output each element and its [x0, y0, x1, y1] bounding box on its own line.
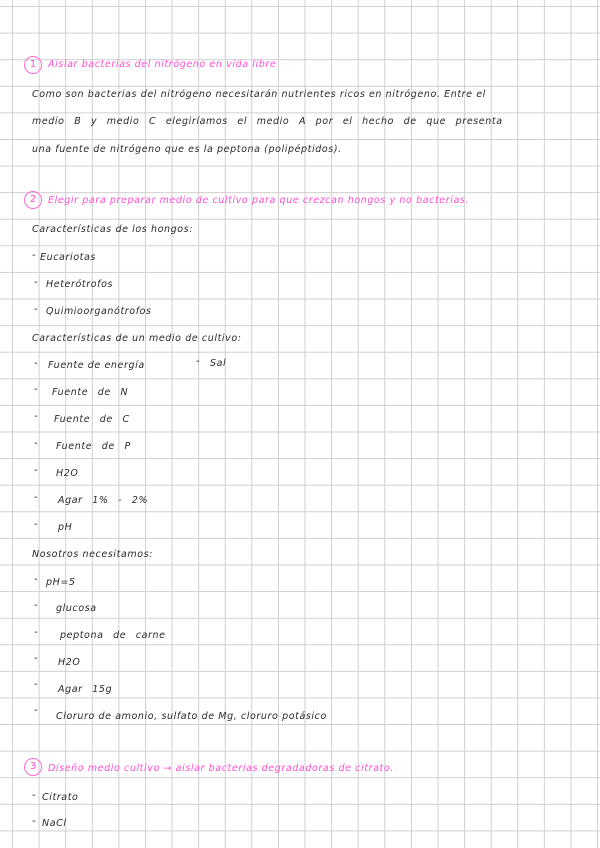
medium-item: Fuente de P — [56, 441, 131, 452]
need-item: H2O — [58, 657, 81, 668]
fungi-heading: Características de los hongos: — [32, 224, 194, 235]
section-1-line-2: medio B y medio C elegiríamos el medio A por el hecho de que presenta — [32, 116, 503, 127]
bullet-dash: - — [34, 304, 38, 315]
bullet-dash: - — [34, 411, 38, 422]
medium-item: Agar 1% - 2% — [58, 495, 149, 506]
bullet-dash: - — [196, 356, 200, 367]
bullet-dash: - — [34, 574, 38, 585]
medium-item: H2O — [56, 468, 79, 479]
bullet-dash: - — [34, 438, 38, 449]
need-item: Cloruro de amonio, sulfato de Mg, cloruro potásico — [56, 711, 327, 722]
section-1-number: 1 — [24, 56, 42, 74]
need-item: peptona de carne — [60, 630, 166, 641]
bullet-dash: - — [34, 277, 38, 288]
need-item: Agar 15g — [58, 684, 113, 695]
bullet-dash: - — [32, 250, 36, 261]
need-item: pH=5 — [46, 577, 76, 588]
medium-extra-item: Sal — [210, 358, 227, 369]
bullet-dash: - — [32, 816, 36, 827]
bullet-dash: - — [34, 465, 38, 476]
fungi-item: Eucariotas — [40, 252, 96, 263]
medium-item: Fuente de N — [52, 387, 129, 398]
medium-heading: Características de un medio de cultivo: — [32, 333, 242, 344]
bullet-dash: - — [34, 358, 38, 369]
fungi-item: Quimioorganótrofos — [46, 306, 152, 317]
section-3-item: NaCl — [42, 818, 67, 829]
bullet-dash: - — [34, 627, 38, 638]
section-1-title: Aislar bacterias del nitrógeno en vida libre — [48, 59, 277, 70]
section-2-title: Elegir para preparar medio de cultivo para que crezcan hongos y no bacterias. — [48, 195, 470, 206]
section-3-title: Diseño medio cultivo → aislar bacterias degradadoras de citrato. — [48, 763, 394, 774]
section-1-line-1: Como son bacterias del nitrógeno necesitarán nutrientes ricos en nitrógeno. Entre el — [32, 89, 486, 100]
section-2-number: 2 — [24, 191, 42, 209]
section-3-item: Citrato — [42, 792, 79, 803]
bullet-dash: - — [34, 679, 38, 690]
medium-item: pH — [58, 522, 73, 533]
fungi-item: Heterótrofos — [46, 279, 114, 290]
medium-item: Fuente de energía — [48, 360, 145, 371]
bullet-dash: - — [34, 519, 38, 530]
bullet-dash: - — [34, 600, 38, 611]
section-1-line-3: una fuente de nitrógeno que es la peptona (polipéptidos). — [32, 144, 342, 155]
bullet-dash: - — [34, 492, 38, 503]
medium-item: Fuente de C — [54, 414, 130, 425]
bullet-dash: - — [34, 384, 38, 395]
need-item: glucosa — [56, 603, 97, 614]
bullet-dash: - — [34, 653, 38, 664]
bullet-dash: - — [32, 790, 36, 801]
bullet-dash: - — [34, 705, 38, 716]
section-3-number: 3 — [24, 758, 42, 776]
need-heading: Nosotros necesitamos: — [32, 549, 153, 560]
